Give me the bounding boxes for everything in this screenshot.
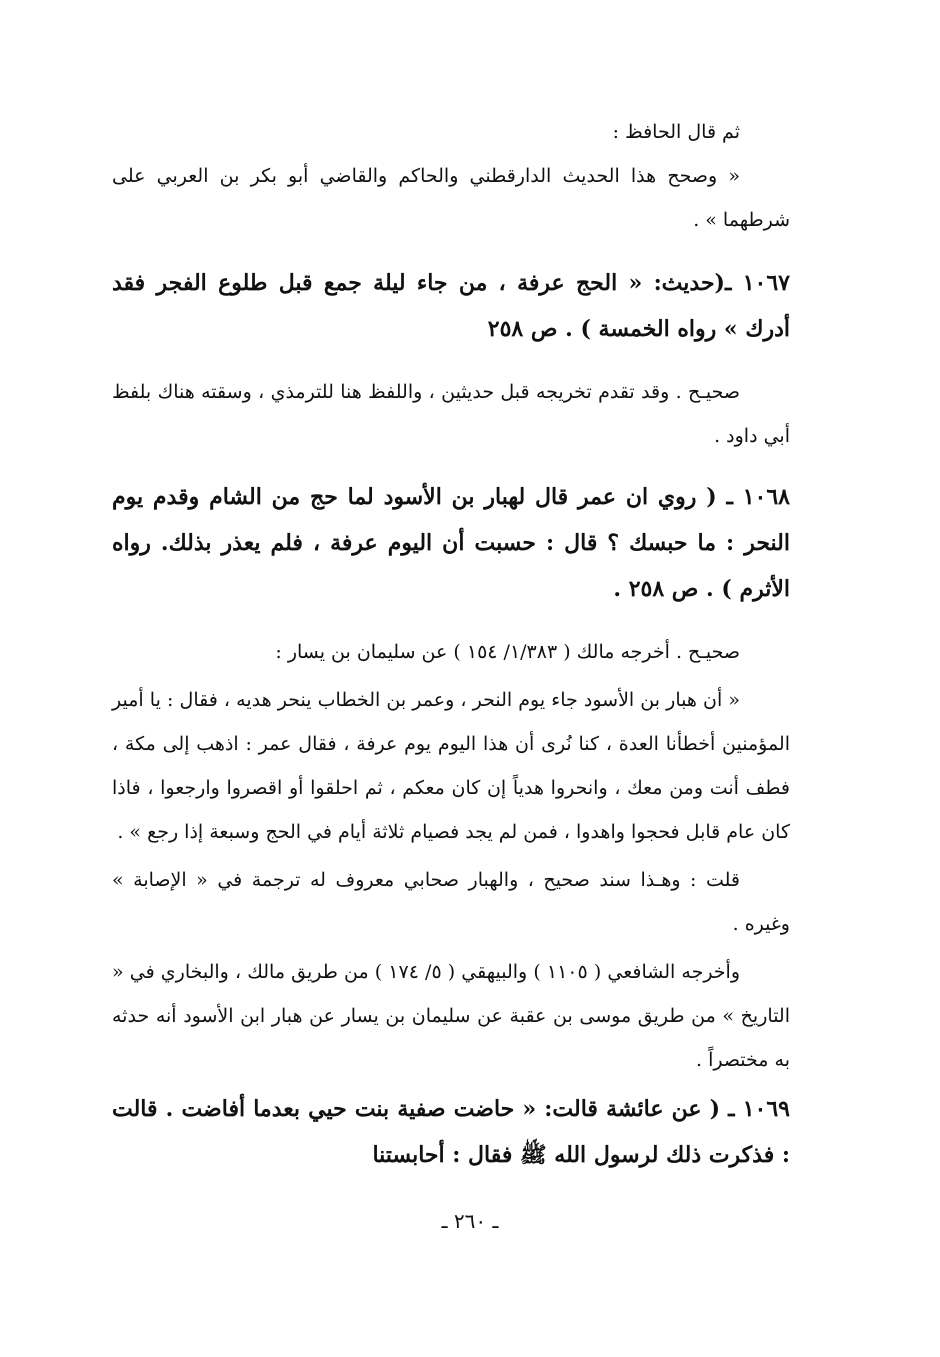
page-number: ـ ٢٦٠ ـ: [441, 1209, 499, 1233]
page-body: [112, 110, 790, 1178]
takhrij-1068: صحيـح . أخرجه مالك ( ١/٣٨٣/ ١٥٤ ) عن سليمان بن يسار :: [275, 641, 740, 663]
hadith-1068: ١٠٦٨ ـ ( روي ان عمر قال لهبار بن الأسود لما حج من الشام وقدم يوم النحر : ما حبسك ؟ قال : حسبت أن اليوم عرفة ، فلم يعذر بذلك. رواه الأثرم ) . ص ٢٥٨ .: [112, 484, 790, 602]
other-sources: وأخرجه الشافعي ( ١١٠٥ ) والبيهقي ( ٥/ ١٧٤ ) من طريق مالك ، والبخاري في « التاريخ » من طريق موسى بن عقبة عن سليمان بن يسار عن هبار ابن الأسود أنه حدثه به مختصراً .: [112, 961, 790, 1071]
hadith-1069: ١٠٦٩ ـ ( عن عائشة قالت: « حاضت صفية بنت حيي بعدما أفاضت . قالت : فذكرت ذلك لرسول الله ﷺ فقال : أحابستنا: [112, 1096, 790, 1168]
hadith-1067: ١٠٦٧ ـ(حديث: « الحج عرفة ، من جاء ليلة جمع قبل طلوع الفجر فقد أدرك » رواه الخمسة ) . ص ٢٥٨: [112, 270, 790, 342]
comment-sanad: قلت : وهـذا سند صحيح ، والهبار صحابي معروف له ترجمة في « الإصابة » وغيره .: [112, 869, 790, 935]
quote-malik: « أن هبار بن الأسود جاء يوم النحر ، وعمر بن الخطاب ينحر هديه ، فقال : يا أمير المؤمنين أخطأنا العدة ، كنا نُرى أن هذا اليوم يوم عرفة ، فقال عمر : اذهب إلى مكة ، فطف أنت ومن معك ، وانحروا هدياً إن كان معكم ، ثم احلقوا أو اقصروا وارجعوا ، فاذا كان عام قابل فحجوا واهدوا ، فمن لم يجد فصيام ثلاثة أيام في الحج وسبعة إذا رجع » .: [112, 689, 790, 843]
quote-hafiz: « وصحح هذا الحديث الدارقطني والحاكم والقاضي أبو بكر بن العربي على شرطهما » .: [112, 165, 790, 231]
narrator-intro: ثم قال الحافظ :: [612, 121, 740, 143]
takhrij-1067: صحيـح . وقد تقدم تخريجه قبل حديثين ، واللفظ هنا للترمذي ، وسقته هناك بلفظ أبي داود .: [112, 381, 790, 447]
